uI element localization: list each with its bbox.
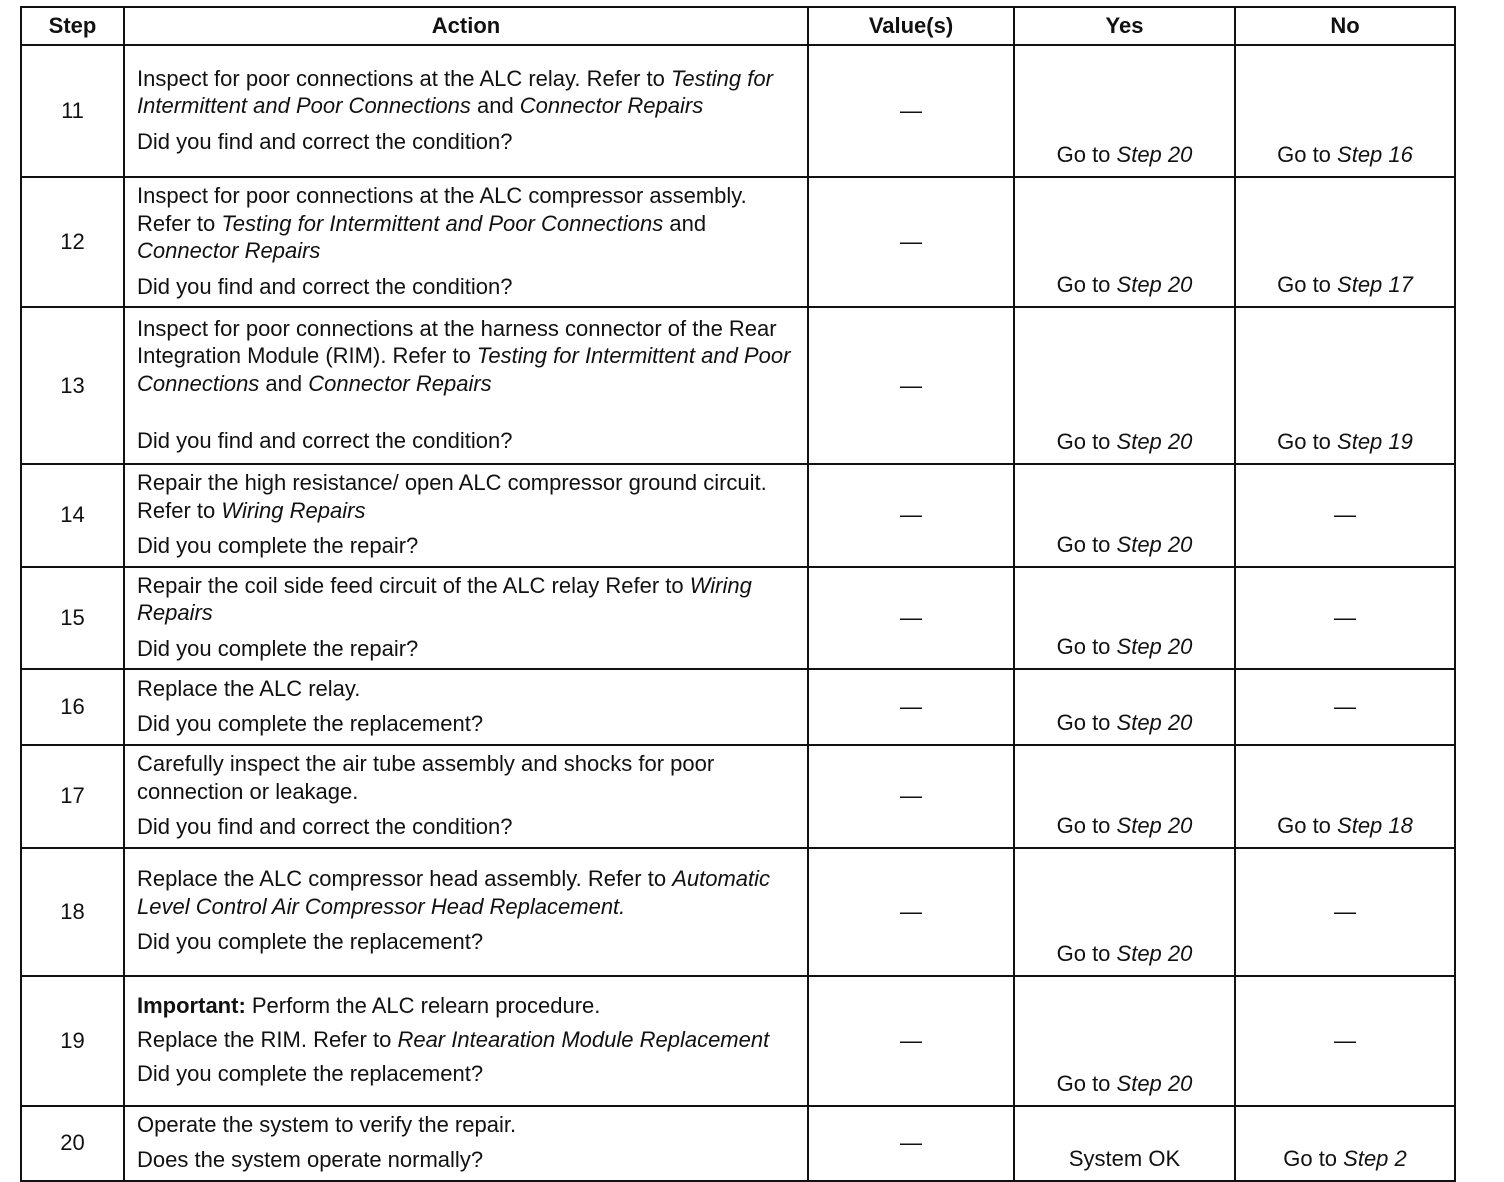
no-cell: —: [1235, 976, 1455, 1106]
values-cell: —: [808, 307, 1014, 464]
step-number: 14: [21, 464, 124, 567]
step-number: 16: [21, 669, 124, 745]
step-number: 20: [21, 1106, 124, 1181]
table-row: [21, 669, 1455, 745]
yes-cell: Go to Step 20: [1014, 464, 1235, 567]
header-row: [21, 7, 1455, 45]
yes-cell: Go to Step 20: [1014, 177, 1235, 307]
table-row: [21, 1106, 1455, 1181]
no-cell: —: [1235, 567, 1455, 670]
no-cell: —: [1235, 669, 1455, 745]
yes-cell: Go to Step 20: [1014, 848, 1235, 976]
action-text: Inspect for poor connections at the ALC compressor assembly. Refer to Testing for Intermittent and Poor Connections and Connector Repairs: [137, 183, 747, 263]
action-cell: [124, 567, 808, 670]
action-question: Does the system operate normally?: [137, 1147, 484, 1172]
action-text: Carefully inspect the air tube assembly and shocks for poor connection or leakage.: [137, 751, 715, 804]
header-step: Step: [21, 7, 124, 45]
action-question: Did you complete the repair?: [137, 533, 419, 558]
header-values: Value(s): [808, 7, 1014, 45]
values-cell: —: [808, 848, 1014, 976]
action-text: Repair the high resistance/ open ALC compressor ground circuit. Refer to Wiring Repairs: [137, 470, 767, 523]
important-note: Important: Perform the ALC relearn procedure.: [137, 993, 601, 1018]
values-cell: —: [808, 177, 1014, 307]
step-number: 15: [21, 567, 124, 670]
action-question: Did you complete the repair?: [137, 635, 419, 661]
yes-cell: Go to Step 20: [1014, 567, 1235, 670]
no-cell: Go to Step 2: [1235, 1106, 1455, 1181]
no-cell: Go to Step 16: [1235, 45, 1455, 177]
action-question: Did you find and correct the condition?: [137, 428, 513, 453]
action-text: Inspect for poor connections at the ALC relay. Refer to Testing for Intermittent and Poor Connections and Connector Repairs: [137, 65, 773, 119]
action-question: Did you find and correct the condition?: [137, 128, 513, 154]
table-row: [21, 177, 1455, 307]
action-cell: [124, 464, 808, 567]
action-cell: [124, 669, 808, 745]
header-action: Action: [124, 7, 808, 45]
table-row: [21, 567, 1455, 670]
header-yes: Yes: [1014, 7, 1235, 45]
no-cell: Go to Step 17: [1235, 177, 1455, 307]
step-number: 12: [21, 177, 124, 307]
table-row: [21, 307, 1455, 464]
values-cell: —: [808, 1106, 1014, 1181]
no-cell: Go to Step 18: [1235, 745, 1455, 848]
values-cell: —: [808, 45, 1014, 177]
action-cell: [124, 307, 808, 464]
no-cell: —: [1235, 464, 1455, 567]
action-text: Replace the ALC compressor head assembly. Refer to Automatic Level Control Air Compressor Head Replacement.: [137, 866, 771, 919]
step-number: 13: [21, 307, 124, 464]
values-cell: —: [808, 976, 1014, 1106]
yes-cell: Go to Step 20: [1014, 669, 1235, 745]
yes-cell: Go to Step 20: [1014, 976, 1235, 1106]
action-cell: [124, 848, 808, 976]
action-question: Did you find and correct the condition?: [137, 814, 513, 839]
yes-cell: Go to Step 20: [1014, 307, 1235, 464]
header-no: No: [1235, 7, 1455, 45]
action-text: Repair the coil side feed circuit of the ALC relay Refer to Wiring Repairs: [137, 572, 752, 625]
action-question: Did you complete the replacement?: [137, 929, 484, 955]
yes-cell: Go to Step 20: [1014, 745, 1235, 848]
table-row: [21, 745, 1455, 848]
action-question: Did you complete the replacement?: [137, 1060, 484, 1086]
action-cell: [124, 45, 808, 177]
step-number: 11: [21, 45, 124, 177]
step-number: 17: [21, 745, 124, 848]
values-cell: —: [808, 567, 1014, 670]
action-text: Inspect for poor connections at the harness connector of the Rear Integration Module (RIM). Refer to Testing for Intermittent and Poor Connections and Connector Repairs: [137, 315, 791, 396]
yes-cell: System OK: [1014, 1106, 1235, 1181]
table-row: [21, 464, 1455, 567]
table-row: [21, 976, 1455, 1106]
step-number: 19: [21, 976, 124, 1106]
action-text: Replace the RIM. Refer to Rear Intearation Module Replacement: [137, 1026, 770, 1052]
action-cell: [124, 177, 808, 307]
values-cell: —: [808, 464, 1014, 567]
diagnostic-table: [20, 6, 1456, 1182]
no-cell: Go to Step 19: [1235, 307, 1455, 464]
yes-cell: Go to Step 20: [1014, 45, 1235, 177]
no-cell: —: [1235, 848, 1455, 976]
action-question: Did you complete the replacement?: [137, 711, 484, 736]
action-cell: [124, 976, 808, 1106]
action-text: Operate the system to verify the repair.: [137, 1111, 517, 1137]
values-cell: —: [808, 745, 1014, 848]
action-cell: [124, 745, 808, 848]
values-cell: —: [808, 669, 1014, 745]
table-row: [21, 45, 1455, 177]
table-row: [21, 848, 1455, 976]
action-cell: [124, 1106, 808, 1181]
step-number: 18: [21, 848, 124, 976]
action-text: Replace the ALC relay.: [137, 675, 361, 701]
action-question: Did you find and correct the condition?: [137, 273, 513, 299]
